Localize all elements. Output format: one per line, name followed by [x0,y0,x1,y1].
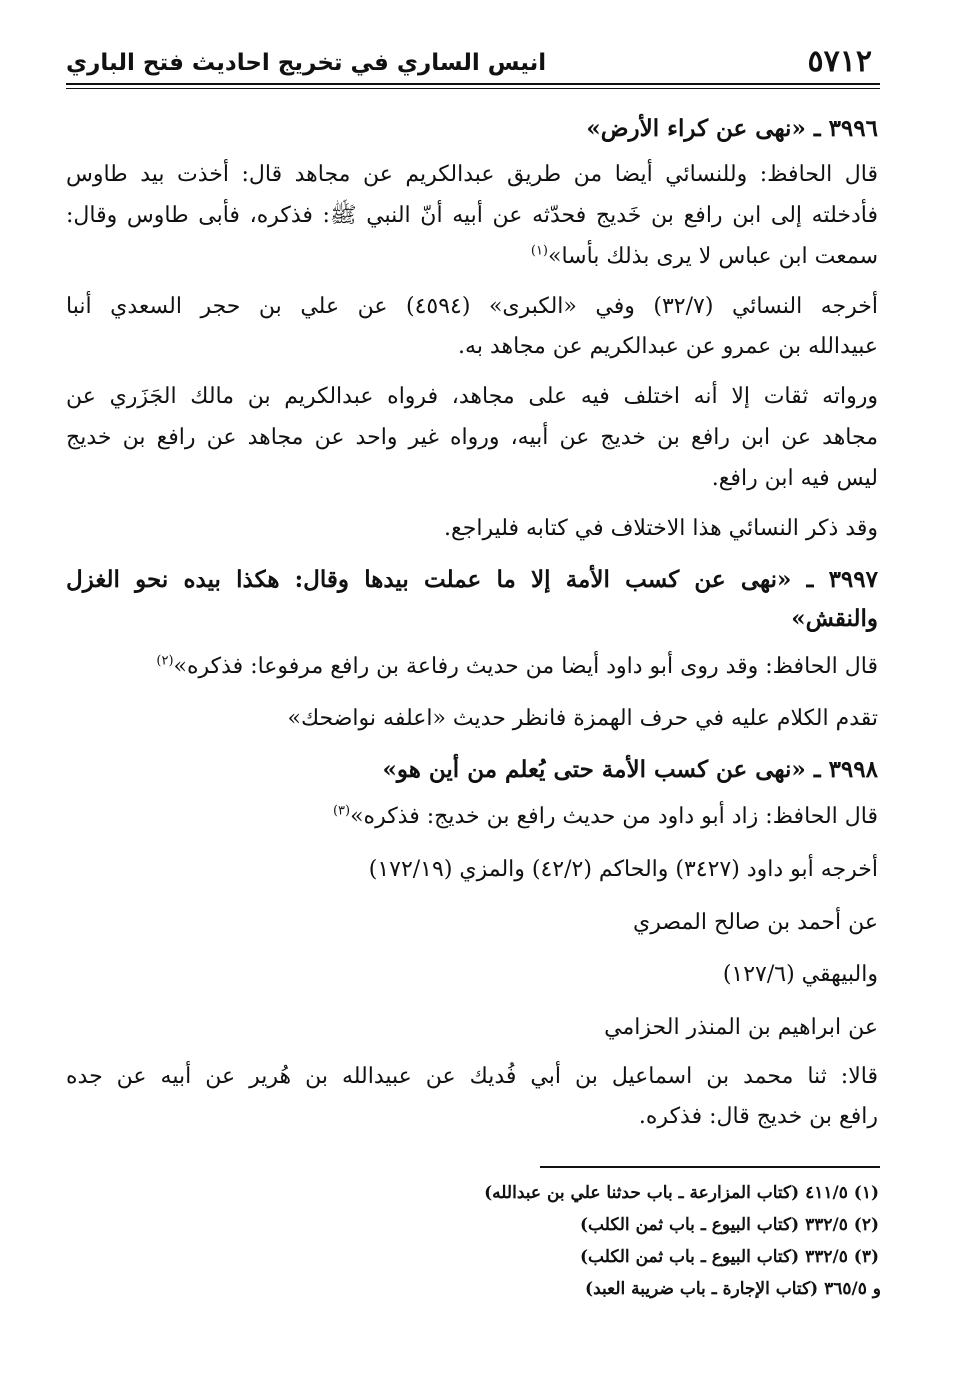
text-line: عن أحمد بن صالح المصري [633,910,878,935]
text-line: والبيهقي (١٢٧/٦) [722,962,878,987]
hadith-heading-3998: ٣٩٩٨ ـ «نهى عن كسب الأمة حتى يُعلم من أين هو» [382,756,878,783]
footnote: (٢) ٣٣٢/٥ (كتاب البيوع ـ باب ثمن الكلب) [580,1215,879,1235]
text-line: ورواته ثقات إلا أنه اختلف فيه على مجاهد، فرواه عبدالكريم بن مالك الجَزَري عن [66,384,878,409]
footnote-rule [540,1166,880,1168]
header-rule [66,83,880,85]
hadith-heading-3996: ٣٩٩٦ ـ «نهى عن كراء الأرض» [586,115,878,142]
text-line: سمعت ابن عباس لا يرى بذلك بأسا»$^{(١)}$ [530,243,878,269]
page-header [66,44,878,84]
footnote: و ٣٦٥/٥ (كتاب الإجارة ـ باب ضريبة العبد) [585,1279,881,1299]
text-line: تقدم الكلام عليه في حرف الهمزة فانظر حديث «اعلفه نواضحك» [287,706,878,731]
text-line: عبيدالله بن عمرو عن عبدالكريم عن مجاهد به. [458,334,878,359]
footnote: (٣) ٣٣٢/٥ (كتاب البيوع ـ باب ثمن الكلب) [580,1247,879,1267]
text-line: عن ابراهيم بن المنذر الحزامي [604,1015,878,1040]
header-rule-thin [66,88,880,89]
text-line: أخرجه أبو داود (٣٤٢٧) والحاكم (٤٢/٢) والمزي (١٧٢/١٩) [368,857,878,882]
hadith-heading-3997-cont: والنقش» [791,605,878,632]
text-line: قالا: ثنا محمد بن اسماعيل بن أبي فُديك عن عبيدالله بن هُرير عن أبيه عن جده [66,1064,878,1089]
text-line: أخرجه النسائي (٣٢/٧) وفي «الكبرى» (٤٥٩٤) عن علي بن حجر السعدي أنبا [66,294,878,319]
footnote-marker: (١) [530,243,548,259]
text-line: رافع بن خديج قال: فذكره. [638,1104,878,1129]
text-line: قال الحافظ: وللنسائي أيضا من طريق عبدالكريم عن مجاهد قال: أخذت بيد طاوس [66,162,878,187]
footnote-marker: (٣) [332,803,351,819]
book-title: انيس الساري في تخريج احاديث فتح الباري [66,50,547,76]
text-line: قال الحافظ: زاد أبو داود من حديث رافع بن خديج: فذكره»$^{(٣)}$ [332,803,878,829]
footnote-marker: (٢) [156,653,174,669]
footnote: (١) ٤١١/٥ (كتاب المزارعة ـ باب حدثنا علي بن عبدالله) [484,1183,879,1203]
text-line: وقد ذكر النسائي هذا الاختلاف في كتابه فليراجع. [444,516,878,541]
text-line: مجاهد عن ابن رافع بن خديج عن أبيه، ورواه غير واحد عن مجاهد عن رافع بن خديج [66,425,878,450]
text-line: ليس فيه ابن رافع. [711,466,878,491]
text-line: فأدخلته إلى ابن رافع بن خَديج فحدّثه عن أبيه أنّ النبي ﷺ: فذكره، فأبى طاوس وقال: [66,203,878,228]
page-number: ٥٧١٢ [807,44,872,79]
text-line: قال الحافظ: وقد روى أبو داود أيضا من حديث رفاعة بن رافع مرفوعا: فذكره»$^{(٢)}$ [156,653,878,679]
hadith-heading-3997: ٣٩٩٧ ـ «نهى عن كسب الأمة إلا ما عملت بيدها وقال: هكذا بيده نحو الغزل [66,566,878,593]
